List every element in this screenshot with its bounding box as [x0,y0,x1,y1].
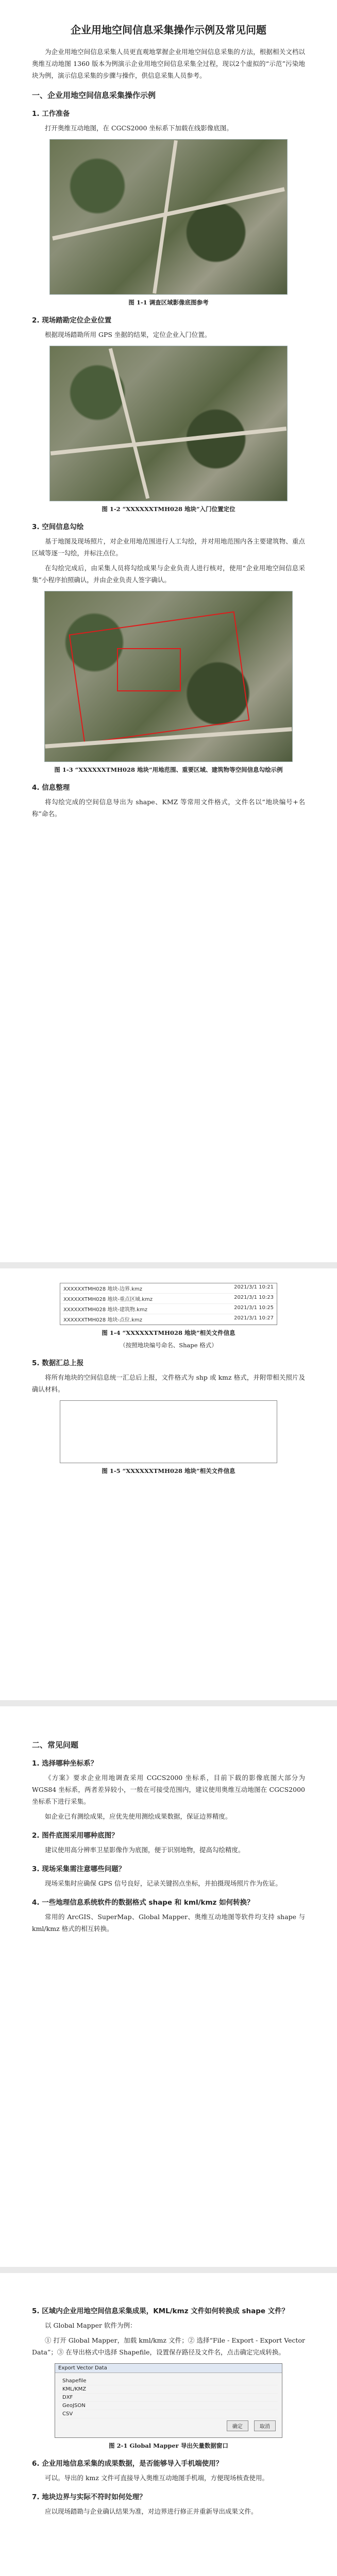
figure-caption-4b: （按照地块编号命名、Shape 格式） [120,1342,217,1349]
file-row[interactable]: XXXXXXTMH028 地块-重点区域.kmz 2021/3/1 10:23 [60,1294,277,1304]
page-divider-1 [0,1262,337,1268]
faq-6-question: 6. 企业用地信息采集的成果数据，是否能够导入手机端使用？ [32,2460,223,2468]
step-1-heading: 1. 工作准备 [32,110,70,118]
format-option[interactable]: DXF [59,2394,278,2402]
figure-caption-3: 图 1-3 “XXXXXXTMH028 地块”用地范围、重要区域、建筑物等空间信息勾绘示例 [54,766,283,773]
step-3-heading: 3. 空间信息勾绘 [32,523,84,531]
dialog-title: Export Vector Data [55,2364,282,2373]
figure-caption-2: 图 1-2 “XXXXXXTMH028 地块”入门位置定位 [102,505,235,513]
faq-2-question: 2. 图件底图采用哪种底图？ [32,1832,119,1840]
step-1-text: 打开奥维互动地图，在 CGCS2000 坐标系下加载在线影像底图。 [45,124,233,132]
faq-4-answer: 常用的 ArcGIS、SuperMap、Global Mapper、奥维互动地图等软件均支持 shape 与 kml/kmz 格式的相互转换。 [32,1913,305,1933]
faq-4-question: 4. 一些地理信息系统软件的数据格式 shape 和 kml/kmz 如何转换？ [32,1899,254,1907]
file-row[interactable]: XXXXXXTMH028 地块-建筑物.kmz 2021/3/1 10:25 [60,1304,277,1314]
step-3-text: 基于地图及现场照片，对企业用地范围进行人工勾绘，并对用地范围内各主要建筑物、重点区域等逐一勾绘，并标注点位。 [32,537,305,557]
satellite-image-3 [44,591,293,762]
file-row[interactable]: XXXXXXTMH028 地块-点位.kmz 2021/3/1 10:27 [60,1314,277,1325]
faq-5-answer-b: ① 打开 Global Mapper，加载 kml/kmz 文件；② 选择“File - Export - Export Vector Data”；③ 在导出格式中选择 Shapefile，设置保存路径及文件名，点击确定完成转换。 [32,2336,305,2356]
step-2-text: 根据现场踏勘所用 GPS 坐据的结果，定位企业入门位置。 [45,331,211,338]
section-1-heading: 一、企业用地空间信息采集操作示例 [32,91,156,100]
step-2-heading: 2. 现场踏勘定位企业位置 [32,316,112,325]
faq-7-answer: 应以现场踏勘与企业确认结果为准，对边界进行修正并重新导出成果文件。 [45,2507,258,2515]
cancel-button[interactable]: 取消 [254,2420,276,2431]
faq-1-answer: 《方案》要求企业用地调查采用 CGCS2000 坐标系，目前下载的影像底图大部分为 WGS84 坐标系，两者差异较小，一般在可接受范围内，建议使用奥维互动地图在 CGCS2000 坐标系下进行采集。 [32,1774,305,1805]
intro-paragraph: 为企业用地空间信息采集人员更直观地掌握企业用地空间信息采集的方法，根据相关文档以奥维互动地图 1360 版本为例演示企业用地空间信息采集全过程，现以2个虚拟的“示范”污染地块为例，演示信息采集的步骤与操作，供信息采集人员参考。 [32,48,305,79]
step-3-text-b: 在勾绘完成后，由采集人员将勾绘成果与企业负责人进行核对，使用“企业用地空间信息采集”小程序拍照确认，并由企业负责人签字确认。 [32,564,305,584]
step-5-text: 将所有地块的空间信息统一汇总后上报，文件格式为 shp 或 kmz 格式，并附带相关照片及确认材料。 [32,1374,305,1393]
format-option[interactable]: GeoJSON [59,2402,278,2410]
page-2 [32,1278,305,1483]
page-divider-3 [0,2267,337,2273]
satellite-image-2 [49,346,288,501]
figure-caption-5: 图 1-5 “XXXXXXTMH028 地块”相关文件信息 [102,1467,235,1475]
file-list-figure [60,1283,277,1325]
faq-7-question: 7. 地块边界与实际不符时如何处理？ [32,2493,146,2501]
figure-caption-4: 图 1-4 “XXXXXXTMH028 地块”相关文件信息 [102,1329,235,1336]
format-option[interactable]: KML/KMZ [59,2385,278,2394]
figure-caption-1: 图 1-1 调查区域影像底图参考 [128,299,209,306]
file-list-figure-2 [60,1400,277,1463]
page-1 [32,0,305,823]
faq-1-question: 1. 选择哪种坐标系？ [32,1759,98,1768]
page-title: 企业用地空间信息采集操作示例及常见问题 [71,24,266,36]
format-option[interactable]: Shapefile [59,2377,278,2385]
file-row[interactable]: XXXXXXTMH028 地块-边界.kmz 2021/3/1 10:21 [60,1283,277,1294]
ok-button[interactable]: 确定 [227,2420,248,2431]
faq-6-answer: 可以。导出的 kmz 文件可直接导入奥维互动地图手机端，方便现场核查使用。 [45,2474,268,2482]
step-4-heading: 4. 信息整理 [32,784,70,792]
faq-3-answer: 现场采集时应确保 GPS 信号良好，记录关键拐点坐标，并拍摄现场照片作为佐证。 [45,1879,282,1887]
faq-5-answer: 以 Global Mapper 软件为例： [45,2321,137,2329]
figure-caption-6: 图 2-1 Global Mapper 导出矢量数据窗口 [109,2442,228,2449]
format-option[interactable]: CSV [59,2410,278,2418]
faq-2-answer: 建议使用高分辨率卫星影像作为底图，便于识别地物，提高勾绘精度。 [45,1846,245,1854]
section-2-heading: 二、常见问题 [32,1740,79,1750]
faq-5-question: 5. 区域内企业用地空间信息采集成果，KML/kmz 文件如何转换成 shape 文件？ [32,2307,289,2315]
faq-3-question: 3. 现场采集需注意哪些问题？ [32,1865,126,1873]
page-divider-2 [0,1700,337,1706]
page-4 [32,2298,305,2520]
faq-1-answer-b: 如企业已有测绘成果，应优先使用测绘成果数据，保证边界精度。 [45,1812,232,1820]
page-3 [32,1731,305,1938]
satellite-image-1 [49,139,288,295]
export-dialog [55,2363,282,2438]
step-4-text: 将勾绘完成的空间信息导出为 shape、KMZ 等常用文件格式，文件名以“地块编号+名称”命名。 [32,798,305,818]
step-5-heading: 5. 数据汇总上报 [32,1359,84,1367]
